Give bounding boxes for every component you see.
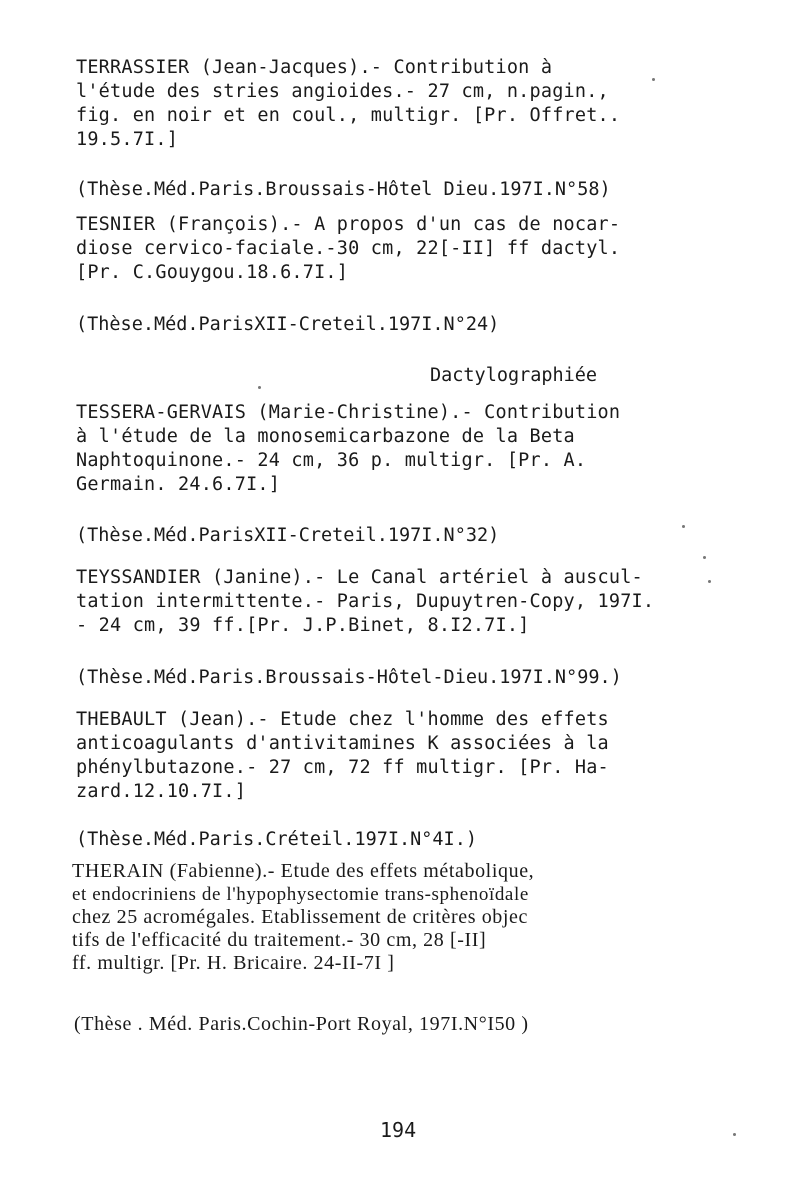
bibliography-entry-terrassier [76,56,756,152]
entry-line: 19.5.7I.] [76,129,179,150]
entry-line: THERAIN (Fabienne).- Etude des effets métabolique, [72,860,535,882]
thesis-reference: (Thèse.Méd.ParisXII-Creteil.197I.N°24) [76,314,500,335]
entry-line: diose cervico-faciale.-30 cm, 22[-II] ff dactyl. [76,238,621,259]
entry-line: Naphtoquinone.- 24 cm, 36 p. multigr. [Pr. A. [76,450,587,471]
entry-line: [Pr. C.Gouygou.18.6.7I.] [76,262,349,283]
thesis-reference: (Thèse.Méd.ParisXII-Creteil.197I.N°32) [76,525,500,546]
entry-line: TESNIER (François).- A propos d'un cas de nocar- [76,214,621,235]
entry-line: fig. en noir et en coul., multigr. [Pr. Offret.. [76,105,621,126]
thesis-reference: (Thèse . Méd. Paris.Cochin-Port Royal, 197I.N°I50 ) [74,1013,529,1035]
entry-line: ff. multigr. [Pr. H. Bricaire. 24-II-7I ] [72,952,395,974]
bibliography-entry-tesnier [76,213,756,285]
thesis-reference: (Thèse.Méd.Paris.Broussais-Hôtel-Dieu.197I.N°99.) [76,667,622,688]
entry-line: chez 25 acromégales. Etablissement de critères objec [72,906,529,928]
scan-speck [652,78,655,81]
entry-line: tifs de l'efficacité du traitement.- 30 cm, 28 [-II] [72,929,487,951]
bibliography-entry-teyssandier [76,566,756,638]
scan-speck [708,580,711,583]
entry-line: phénylbutazone.- 27 cm, 72 ff multigr. [Pr. Ha- [76,757,609,778]
entry-line: et endocriniens de l'hypophysectomie trans-sphenoïdale [72,884,529,905]
entry-line: TESSERA-GERVAIS (Marie-Christine).- Contribution [76,402,621,423]
typescript-note: Dactylographiée [430,365,598,386]
scan-speck [703,556,706,559]
entry-line: TEYSSANDIER (Janine).- Le Canal artériel à auscul- [76,567,643,588]
entry-line: à l'étude de la monosemicarbazone de la Beta [76,426,575,447]
bibliography-entry-tessera-gervais [76,401,756,497]
entry-line: THEBAULT (Jean).- Etude chez l'homme des effets [76,709,609,730]
entry-line: Germain. 24.6.7I.] [76,474,281,495]
entry-line: zard.12.10.7I.] [76,781,247,802]
entry-line: tation intermittente.- Paris, Dupuytren-Copy, 197I. [76,591,655,612]
entry-line: anticoagulants d'antivitamines K associées à la [76,733,609,754]
thesis-reference: (Thèse.Méd.Paris.Broussais-Hôtel Dieu.197I.N°58) [76,179,611,200]
bibliography-entry-thebault [76,708,756,804]
thesis-reference: (Thèse.Méd.Paris.Créteil.197I.N°4I.) [76,829,477,850]
entry-line: - 24 cm, 39 ff.[Pr. J.P.Binet, 8.I2.7I.] [76,615,530,636]
scan-speck [733,1133,736,1136]
entry-line: l'étude des stries angioides.- 27 cm, n.pagin., [76,81,609,102]
entry-line: TERRASSIER (Jean-Jacques).- Contribution à [76,57,553,78]
page-number: 194 [380,1118,417,1142]
bibliography-entry-therain [72,860,772,975]
scan-speck [258,386,261,389]
scan-speck [682,525,685,528]
